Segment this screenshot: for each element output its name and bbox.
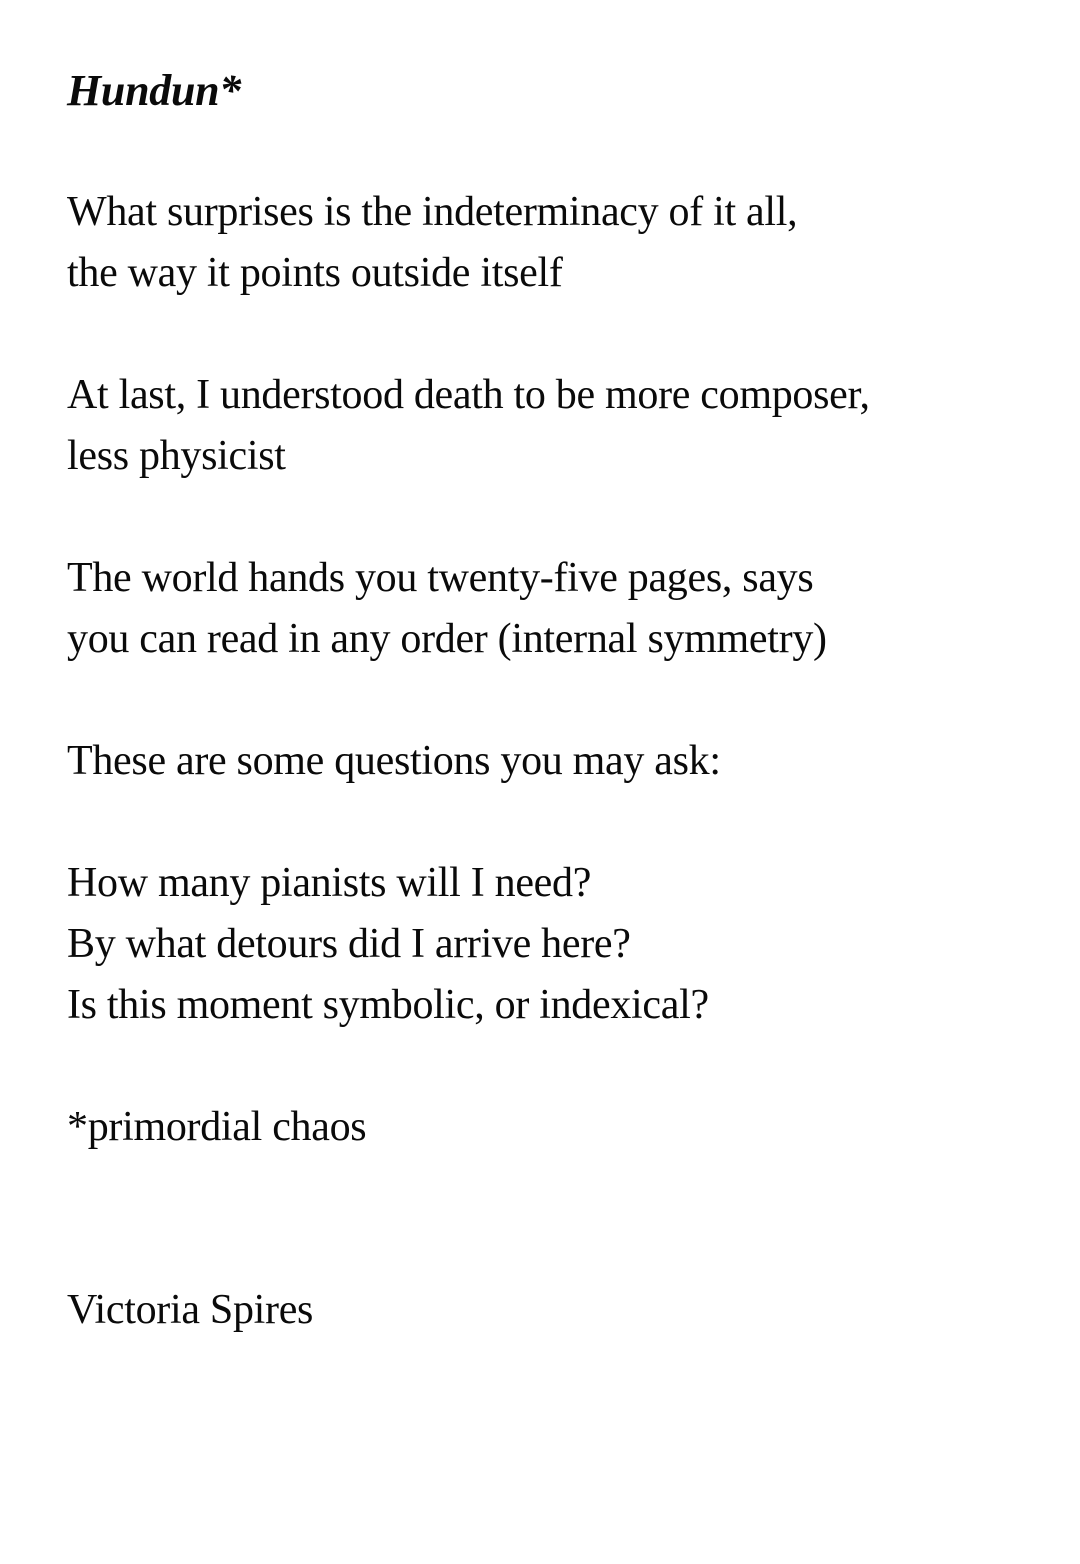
poem-line: Is this moment symbolic, or indexical? <box>67 982 709 1028</box>
stanza-4 <box>67 731 1020 792</box>
poem-line: At last, I understood death to be more composer, <box>67 372 870 418</box>
stanza-3 <box>67 548 1020 670</box>
stanza-5 <box>67 853 1020 1036</box>
poem-line: the way it points outside itself <box>67 250 563 296</box>
poem-line: What surprises is the indeterminacy of it all, <box>67 189 798 235</box>
footnote-text: *primordial chaos <box>67 1104 367 1150</box>
poem-title: Hundun* <box>67 66 242 115</box>
poem-line: How many pianists will I need? <box>67 860 592 906</box>
poem-line: you can read in any order (internal symmetry) <box>67 616 827 662</box>
stanza-1 <box>67 182 1020 304</box>
poem-line: By what detours did I arrive here? <box>67 921 631 967</box>
author-name: Victoria Spires <box>67 1287 314 1333</box>
poem-line: The world hands you twenty-five pages, says <box>67 555 814 601</box>
stanza-2 <box>67 365 1020 487</box>
poem-line: less physicist <box>67 433 286 479</box>
poem-line: These are some questions you may ask: <box>67 738 721 784</box>
